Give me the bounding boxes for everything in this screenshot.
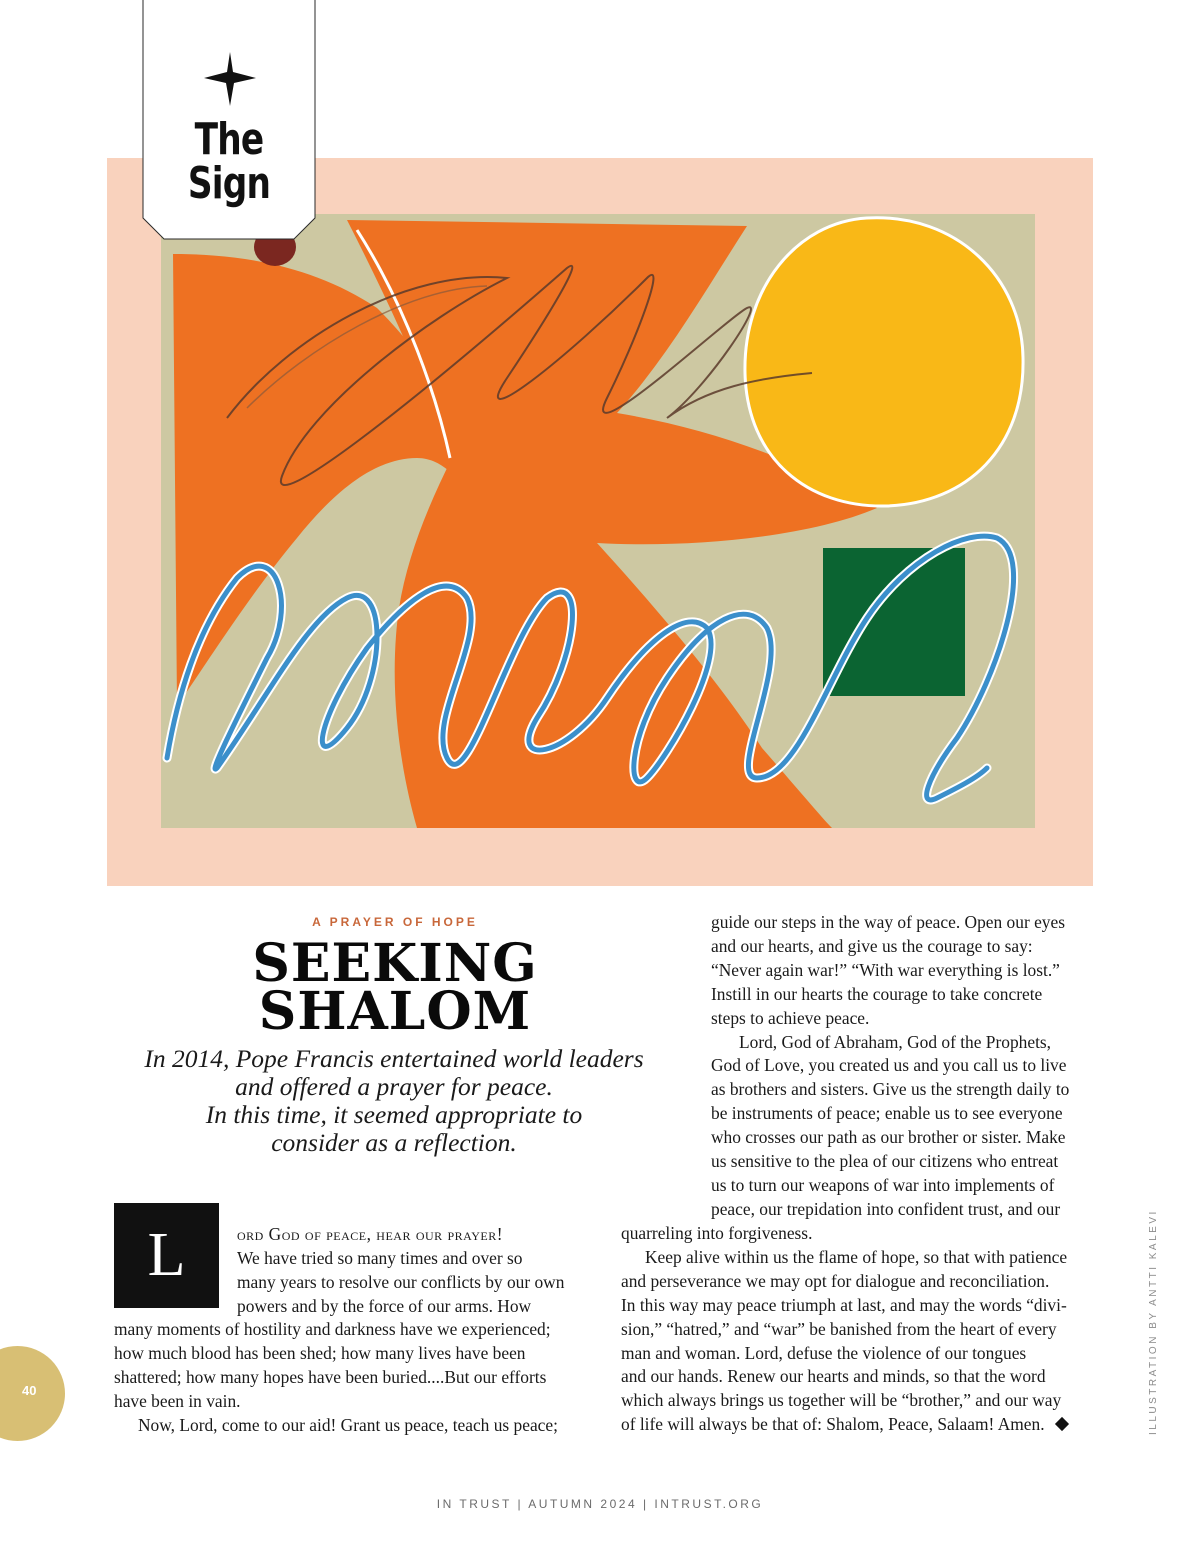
deck-line: and offered a prayer for peace. bbox=[235, 1072, 553, 1101]
body-line: steps to achieve peace. bbox=[711, 1007, 870, 1028]
abstract-illustration bbox=[107, 158, 1093, 886]
tag-title-line1: The bbox=[194, 114, 264, 165]
deck-line: In this time, it seemed appropriate to bbox=[205, 1100, 583, 1129]
body-line: how much blood has been shed; how many lives have been bbox=[114, 1342, 526, 1363]
body-line: and perseverance we may opt for dialogue and reconciliation. bbox=[621, 1270, 1050, 1291]
deck bbox=[130, 1045, 658, 1157]
body-line: peace, our trepidation into confident trust, and our bbox=[711, 1198, 1061, 1219]
body-line: God of Love, you created us and you call us to live bbox=[711, 1055, 1067, 1076]
body-column-2-wide bbox=[621, 1222, 1105, 1437]
page-number-badge bbox=[0, 1346, 65, 1441]
kicker: A PRAYER OF HOPE bbox=[312, 915, 478, 929]
body-line: who crosses our path as our brother or sister. Make bbox=[711, 1127, 1066, 1148]
headline-line: SHALOM bbox=[258, 981, 532, 1042]
illustration-credit: ILLUSTRATION BY ANTTI KALEVI bbox=[1148, 1209, 1159, 1435]
body-line: us to turn our weapons of war into implements of bbox=[711, 1174, 1055, 1195]
headline bbox=[195, 933, 595, 1042]
body-line: Keep alive within us the flame of hope, so that with patience bbox=[645, 1246, 1068, 1267]
body-column-2 bbox=[711, 911, 1103, 1222]
body-line: us sensitive to the plea of our citizens who entreat bbox=[711, 1151, 1059, 1172]
body-line: We have tried so many times and over so bbox=[237, 1247, 523, 1268]
body-line: quarreling into forgiveness. bbox=[621, 1223, 813, 1243]
tag-title-line2: Sign bbox=[187, 158, 271, 209]
body-line-text: of life will always be that of: Shalom, Peace, Salaam! Amen. bbox=[621, 1414, 1045, 1435]
deck-line: In 2014, Pope Francis entertained world leaders bbox=[144, 1044, 644, 1073]
body-line: powers and by the force of our arms. How bbox=[237, 1295, 532, 1316]
illustration bbox=[107, 158, 1093, 886]
body-line: many moments of hostility and darkness have we experienced; bbox=[114, 1319, 551, 1339]
body-line: sion,” “hatred,” and “war” be banished from the heart of every bbox=[621, 1318, 1057, 1339]
drop-cap: L bbox=[114, 1203, 219, 1308]
footer: IN TRUST | AUTUMN 2024 | INTRUST.ORG bbox=[436, 1497, 764, 1511]
body-line-last bbox=[621, 1413, 1105, 1437]
end-mark-icon bbox=[1054, 1417, 1068, 1431]
body-line: man and woman. Lord, defuse the violence of our tongues bbox=[621, 1342, 1027, 1363]
body-line: which always brings us together will be “brother,” and our way bbox=[621, 1390, 1062, 1411]
body-line: shattered; how many hopes have been buried....But our efforts bbox=[114, 1366, 547, 1387]
body-line: have been in vain. bbox=[114, 1390, 241, 1411]
deck-line: consider as a reflection. bbox=[271, 1128, 517, 1157]
section-tag bbox=[142, 0, 316, 240]
page-number: 40 bbox=[22, 1383, 37, 1398]
body-column-1 bbox=[114, 1318, 600, 1438]
body-line: and our hands. Renew our hearts and minds, so that the word bbox=[621, 1366, 1046, 1387]
body-line: be instruments of peace; enable us to see everyone bbox=[711, 1103, 1063, 1124]
body-line: “Never again war!” “With war everything is lost.” bbox=[711, 959, 1060, 980]
body-line: Lord, God of Abraham, God of the Prophets, bbox=[739, 1031, 1052, 1052]
body-line: many years to resolve our conflicts by our own bbox=[237, 1271, 565, 1292]
body-column-1-top bbox=[237, 1223, 597, 1319]
body-line: and our hearts, and give us the courage to say: bbox=[711, 935, 1033, 956]
headline-line: SEEKING bbox=[252, 933, 538, 994]
body-line: ord God of peace, hear our prayer! bbox=[237, 1224, 504, 1244]
body-line: In this way may peace triumph at last, and may the words “divi- bbox=[621, 1294, 1067, 1315]
body-line: as brothers and sisters. Give us the strength daily to bbox=[711, 1079, 1070, 1100]
body-line: guide our steps in the way of peace. Open our eyes bbox=[711, 912, 1065, 932]
body-line: Instill in our hearts the courage to take concrete bbox=[711, 983, 1043, 1004]
body-line: Now, Lord, come to our aid! Grant us peace, teach us peace; bbox=[138, 1414, 558, 1435]
